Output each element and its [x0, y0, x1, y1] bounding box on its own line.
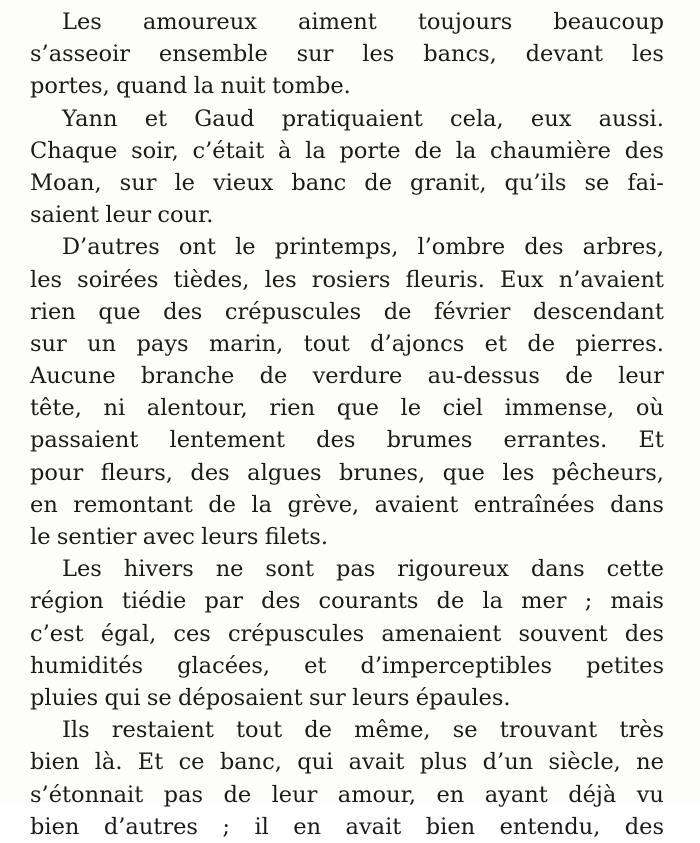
text-line: Aucune branche de verdure au-dessus de leur: [30, 363, 664, 390]
text-line: rien que des crépuscules de février descendant: [30, 298, 664, 325]
text-line: Les hivers ne sont pas rigoureux dans cette: [62, 556, 664, 583]
body-text: [30, 6, 664, 843]
text-line: portes, quand la nuit tombe.: [30, 73, 351, 100]
text-line: bien là. Et ce banc, qui avait plus d’un siècle, ne: [30, 749, 664, 776]
text-line: s’étonnait pas de leur amour, en ayant déjà vu: [30, 781, 664, 808]
text-line: les soirées tièdes, les rosiers fleuris. Eux n’avaient: [30, 266, 664, 293]
text-line: Chaque soir, c’était à la porte de la chaumière des: [30, 137, 664, 164]
text-line: en remontant de la grève, avaient entraînées dans: [30, 491, 664, 518]
text-line: Ils restaient tout de même, se trouvant très: [62, 717, 664, 744]
text-line: pour fleurs, des algues brunes, que les pêcheurs,: [30, 459, 664, 486]
text-line: Yann et Gaud pratiquaient cela, eux aussi.: [62, 105, 664, 132]
text-line: région tiédie par des courants de la mer ; mais: [30, 588, 664, 615]
text-line: saient leur cour.: [30, 202, 214, 229]
text-line: Moan, sur le vieux banc de granit, qu’ils se fai-: [30, 169, 664, 196]
text-line: D’autres ont le printemps, l’ombre des arbres,: [62, 234, 664, 261]
text-line: bien d’autres ; il en avait bien entendu, des: [30, 813, 664, 840]
text-line: passaient lentement des brumes errantes. Et: [30, 427, 664, 454]
text-line: sur un pays marin, tout d’ajoncs et de pierres.: [30, 330, 664, 357]
text-line: c’est égal, ces crépuscules amenaient souvent des: [30, 620, 664, 647]
text-line: pluies qui se déposaient sur leurs épaules.: [30, 684, 511, 711]
text-line: tête, ni alentour, rien que le ciel immense, où: [30, 395, 664, 422]
text-line: s’asseoir ensemble sur les bancs, devant les: [30, 41, 664, 68]
text-line: le sentier avec leurs filets.: [30, 524, 328, 550]
text-line: Les amoureux aiment toujours beaucoup: [62, 9, 664, 35]
text-line: humidités glacées, et d’imperceptibles petites: [30, 652, 664, 679]
